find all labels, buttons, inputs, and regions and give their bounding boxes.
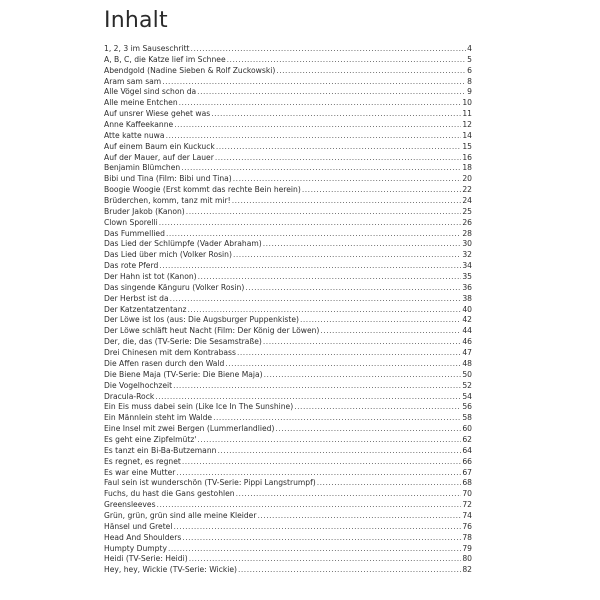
toc-entry-title: Fuchs, du hast die Gans gestohlen (104, 489, 235, 499)
toc-entry-title: Brüderchen, komm, tanz mit mir! (104, 196, 231, 206)
toc-dot-leader (191, 44, 467, 55)
toc-entry-title: Auf der Mauer, auf der Lauer (104, 152, 214, 162)
toc-dot-leader (237, 348, 461, 359)
toc-dot-leader (157, 500, 462, 511)
toc-entry-title: Hey, hey, Wickie (TV-Serie: Wickie) (104, 565, 237, 575)
toc-entry-title: Ein Eis muss dabei sein (Like Ice In The Sunshine) (104, 402, 294, 412)
toc-dot-leader (176, 468, 461, 479)
toc-dot-leader (233, 250, 461, 261)
toc-entry (104, 239, 472, 250)
toc-entry (104, 305, 472, 316)
toc-entry-page: 48 (462, 358, 472, 368)
toc-dot-leader (294, 402, 461, 413)
toc-entry-title: Es regnet, es regnet (104, 456, 181, 466)
toc-dot-leader (162, 77, 466, 88)
toc-dot-leader (300, 315, 461, 326)
toc-dot-leader (213, 413, 461, 424)
toc-entry-page: 67 (462, 467, 472, 477)
toc-dot-leader (197, 87, 466, 98)
toc-entry (104, 500, 472, 511)
toc-entry-page: 79 (462, 543, 472, 553)
toc-entry-page: 34 (462, 261, 472, 271)
toc-entry-title: Humpty Dumpty (104, 543, 167, 553)
toc-dot-leader (227, 55, 467, 66)
toc-dot-leader (215, 153, 461, 164)
toc-entry (104, 424, 472, 435)
toc-dot-leader (320, 326, 461, 337)
toc-entry (104, 468, 472, 479)
toc-dot-leader (245, 283, 461, 294)
toc-entry-page: 5 (467, 54, 472, 64)
toc-entry (104, 554, 472, 565)
toc-dot-leader (263, 337, 461, 348)
toc-entry-page: 70 (462, 489, 472, 499)
toc-dot-leader (216, 142, 462, 153)
toc-entry-page: 40 (462, 304, 472, 314)
toc-dot-leader (233, 174, 462, 185)
toc-entry (104, 544, 472, 555)
toc-entry (104, 381, 472, 392)
toc-entry-title: Eine Insel mit zwei Bergen (Lummerlandlied) (104, 424, 275, 434)
toc-entry-title: Das Lied über mich (Volker Rosin) (104, 250, 232, 260)
toc-entry-page: 58 (462, 413, 472, 423)
toc-entry (104, 478, 472, 489)
toc-entry-page: 76 (462, 521, 472, 531)
toc-entry-page: 28 (462, 228, 472, 238)
toc-entry-page: 9 (467, 87, 472, 97)
toc-dot-leader (168, 544, 461, 555)
toc-entry (104, 522, 472, 533)
toc-entry-page: 80 (462, 554, 472, 564)
toc-dot-leader (264, 370, 462, 381)
toc-entry (104, 359, 472, 370)
toc-entry-title: 1, 2, 3 im Sauseschritt (104, 44, 190, 53)
toc-dot-leader (302, 185, 462, 196)
toc-entry (104, 229, 472, 240)
toc-entry-page: 30 (462, 239, 472, 249)
toc-entry-title: A, B, C, die Katze lief im Schnee (104, 54, 226, 64)
toc-entry-page: 8 (467, 76, 472, 86)
toc-entry-title: Greensleeves (104, 500, 156, 510)
toc-entry-page: 44 (462, 326, 472, 336)
toc-entry-page: 25 (462, 206, 472, 216)
toc-entry-title: Boogie Woogie (Erst kommt das rechte Bein herein) (104, 185, 301, 195)
toc-entry (104, 120, 472, 131)
toc-entry-page: 52 (462, 380, 472, 390)
toc-entry-title: Hänsel und Gretel (104, 521, 173, 531)
toc-entry-page: 38 (462, 293, 472, 303)
toc-entry-title: Bruder Jakob (Kanon) (104, 206, 185, 216)
toc-entry-page: 6 (467, 65, 472, 75)
toc-entry-page: 12 (462, 120, 472, 130)
toc-dot-leader (217, 446, 461, 457)
toc-dot-leader (155, 392, 461, 403)
toc-entry-page: 82 (462, 565, 472, 575)
toc-entry (104, 413, 472, 424)
toc-entry (104, 55, 472, 66)
toc-dot-leader (275, 424, 461, 435)
toc-entry-title: Dracula-Rock (104, 391, 155, 401)
toc-entry-page: 14 (462, 130, 472, 140)
table-of-contents (104, 44, 472, 576)
toc-dot-leader (173, 522, 461, 533)
toc-entry-title: Der Herbst ist da (104, 293, 169, 303)
toc-entry-page: 42 (462, 315, 472, 325)
toc-dot-leader (238, 565, 461, 576)
toc-dot-leader (211, 109, 461, 120)
toc-entry-title: Das singende Känguru (Volker Rosin) (104, 282, 245, 292)
toc-entry (104, 163, 472, 174)
toc-entry-page: 72 (462, 500, 472, 510)
toc-entry (104, 142, 472, 153)
toc-entry (104, 457, 472, 468)
toc-dot-leader (188, 305, 462, 316)
toc-entry-title: Drei Chinesen mit dem Kontrabass (104, 348, 236, 358)
toc-entry-title: Das Fummellied (104, 228, 165, 238)
toc-entry-title: Head And Shoulders (104, 532, 182, 542)
toc-entry-page: 24 (462, 196, 472, 206)
toc-entry-page: 32 (462, 250, 472, 260)
toc-entry (104, 272, 472, 283)
toc-entry-title: Auf unsrer Wiese gehet was (104, 109, 211, 119)
toc-entry-title: Clown Sporelli (104, 217, 158, 227)
toc-entry (104, 348, 472, 359)
toc-entry (104, 370, 472, 381)
toc-entry (104, 66, 472, 77)
toc-dot-leader (181, 163, 461, 174)
toc-dot-leader (186, 207, 462, 218)
toc-dot-leader (170, 294, 462, 305)
toc-entry-title: Es war eine Mutter (104, 467, 176, 477)
toc-entry (104, 511, 472, 522)
toc-entry-title: Heidi (TV-Serie: Heidi) (104, 554, 188, 564)
page-title: Inhalt (104, 8, 168, 33)
toc-entry-title: Abendgold (Nadine Sieben & Rolf Zuckowski) (104, 65, 276, 75)
toc-entry (104, 174, 472, 185)
toc-entry (104, 185, 472, 196)
toc-dot-leader (179, 98, 462, 109)
toc-dot-leader (174, 120, 461, 131)
toc-entry-page: 78 (462, 532, 472, 542)
toc-entry-page: 60 (462, 424, 472, 434)
toc-dot-leader (263, 239, 462, 250)
toc-entry-title: Alle meine Entchen (104, 98, 178, 108)
toc-dot-leader (189, 554, 462, 565)
toc-entry-page: 18 (462, 163, 472, 173)
toc-entry (104, 207, 472, 218)
toc-entry-title: Alle Vögel sind schon da (104, 87, 197, 97)
toc-dot-leader (159, 218, 462, 229)
toc-entry-page: 50 (462, 369, 472, 379)
toc-entry-title: Das rote Pferd (104, 261, 159, 271)
toc-dot-leader (317, 478, 462, 489)
toc-entry-title: Der, die, das (TV-Serie: Die Sesamstraße) (104, 337, 262, 347)
toc-entry (104, 565, 472, 576)
toc-entry-page: 62 (462, 434, 472, 444)
toc-entry-title: Grün, grün, grün sind alle meine Kleider (104, 510, 257, 520)
toc-entry-page: 56 (462, 402, 472, 412)
toc-dot-leader (276, 66, 466, 77)
toc-entry-title: Es tanzt ein Bi-Ba-Butzemann (104, 445, 217, 455)
toc-entry (104, 337, 472, 348)
toc-entry-page: 64 (462, 445, 472, 455)
toc-dot-leader (159, 261, 461, 272)
toc-entry-title: Die Biene Maja (TV-Serie: Die Biene Maja) (104, 369, 263, 379)
toc-entry-page: 36 (462, 282, 472, 292)
toc-entry-title: Anne Kaffeekanne (104, 120, 174, 130)
toc-entry (104, 446, 472, 457)
toc-entry (104, 326, 472, 337)
toc-entry-page: 66 (462, 456, 472, 466)
toc-entry-title: Bibi und Tina (Film: Bibi und Tina) (104, 174, 232, 184)
toc-dot-leader (166, 131, 462, 142)
toc-entry-page: 68 (462, 478, 472, 488)
toc-entry-title: Aram sam sam (104, 76, 162, 86)
toc-entry (104, 533, 472, 544)
toc-entry (104, 131, 472, 142)
toc-entry-page: 22 (462, 185, 472, 195)
toc-dot-leader (173, 381, 461, 392)
toc-dot-leader (182, 533, 461, 544)
toc-entry (104, 283, 472, 294)
toc-dot-leader (236, 489, 462, 500)
toc-entry-page: 35 (462, 272, 472, 282)
toc-entry-page: 15 (462, 141, 472, 151)
toc-entry (104, 435, 472, 446)
toc-entry (104, 77, 472, 88)
toc-entry (104, 294, 472, 305)
toc-entry (104, 402, 472, 413)
toc-entry-page: 4 (467, 44, 472, 53)
toc-entry-page: 20 (462, 174, 472, 184)
toc-entry-title: Atte katte nuwa (104, 130, 165, 140)
toc-entry-title: Das Lied der Schlümpfe (Vader Abraham) (104, 239, 262, 249)
toc-entry (104, 109, 472, 120)
toc-entry-title: Der Hahn ist tot (Kanon) (104, 272, 197, 282)
toc-dot-leader (225, 359, 461, 370)
toc-entry-title: Der Löwe schläft heut Nacht (Film: Der König der Löwen) (104, 326, 320, 336)
toc-entry (104, 98, 472, 109)
toc-dot-leader (197, 435, 461, 446)
toc-entry-page: 16 (462, 152, 472, 162)
toc-dot-leader (182, 457, 461, 468)
toc-entry-title: Benjamin Blümchen (104, 163, 181, 173)
toc-dot-leader (166, 229, 461, 240)
toc-entry (104, 87, 472, 98)
toc-entry (104, 392, 472, 403)
toc-entry (104, 315, 472, 326)
toc-entry-title: Die Vogelhochzeit (104, 380, 173, 390)
toc-entry-page: 47 (462, 348, 472, 358)
toc-entry-title: Ein Männlein steht im Walde (104, 413, 213, 423)
toc-entry (104, 218, 472, 229)
toc-entry-page: 11 (462, 109, 472, 119)
toc-dot-leader (232, 196, 462, 207)
toc-dot-leader (198, 272, 462, 283)
toc-entry-title: Faul sein ist wunderschön (TV-Serie: Pippi Langstrumpf) (104, 478, 316, 488)
toc-entry-page: 54 (462, 391, 472, 401)
toc-entry-page: 74 (462, 510, 472, 520)
toc-entry-title: Die Affen rasen durch den Wald (104, 358, 225, 368)
toc-entry-title: Auf einem Baum ein Kuckuck (104, 141, 215, 151)
toc-entry (104, 261, 472, 272)
toc-entry-title: Es geht eine Zipfelmütz' (104, 434, 197, 444)
toc-entry-page: 26 (462, 217, 472, 227)
toc-entry-page: 10 (462, 98, 472, 108)
toc-entry (104, 250, 472, 261)
toc-entry-title: Der Löwe ist los (aus: Die Augsburger Puppenkiste) (104, 315, 299, 325)
toc-entry-page: 46 (462, 337, 472, 347)
toc-entry (104, 196, 472, 207)
toc-entry (104, 489, 472, 500)
toc-entry (104, 44, 472, 55)
toc-dot-leader (257, 511, 461, 522)
toc-entry-title: Der Katzentatzentanz (104, 304, 187, 314)
toc-entry (104, 153, 472, 164)
